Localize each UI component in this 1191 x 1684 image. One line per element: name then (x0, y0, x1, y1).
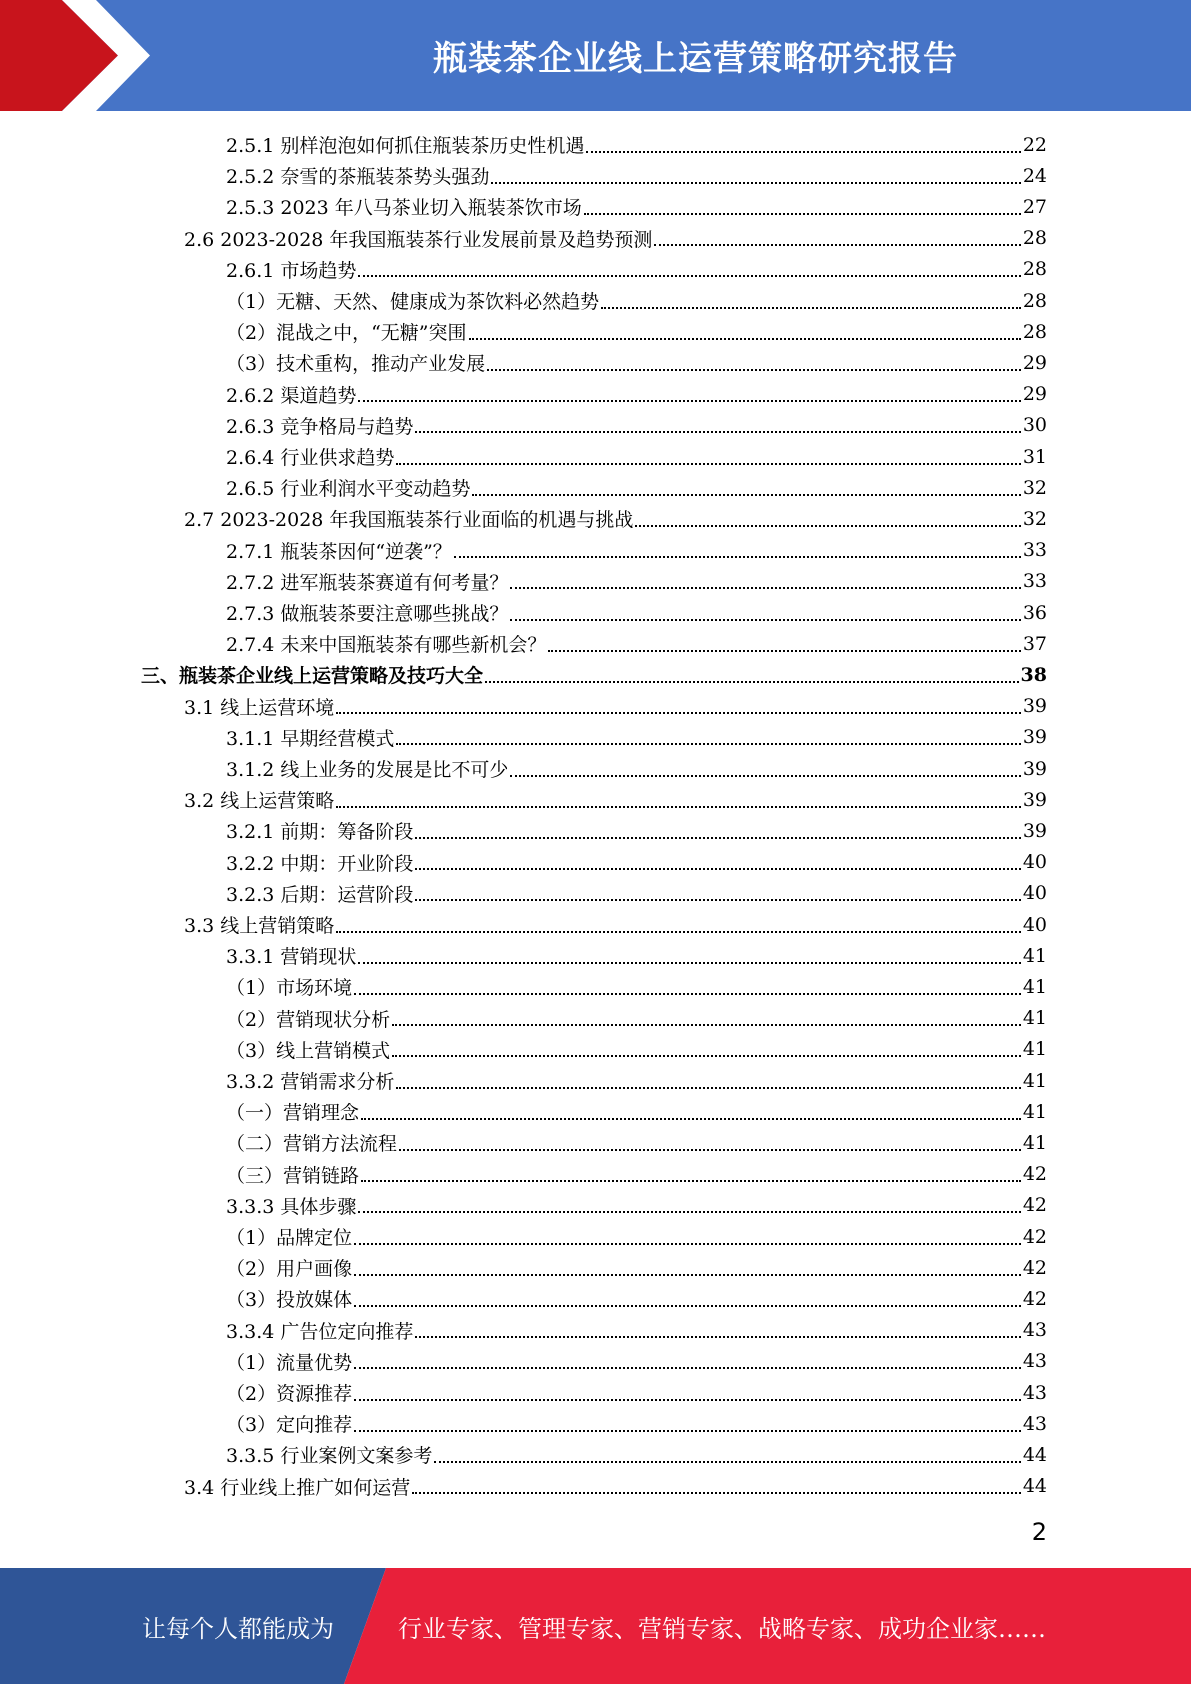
toc-entry-page: 32 (1022, 476, 1047, 499)
toc-dot-leader (510, 775, 1020, 777)
toc-dot-leader (361, 1180, 1021, 1182)
toc-entry-page: 29 (1022, 351, 1047, 374)
toc-entry-page: 39 (1022, 819, 1047, 842)
toc-entry[interactable] (226, 441, 1047, 472)
toc-entry-page: 38 (1020, 663, 1047, 686)
toc-dot-leader (635, 525, 1020, 527)
toc-dot-leader (396, 743, 1020, 745)
toc-entry-page: 42 (1022, 1163, 1047, 1186)
toc-entry-page: 36 (1022, 601, 1047, 624)
toc-entry-page: 31 (1022, 445, 1047, 468)
toc-entry-title: （3）线上营销模式 (226, 1039, 391, 1062)
toc-entry[interactable] (226, 1065, 1047, 1096)
toc-entry-page: 43 (1022, 1381, 1047, 1404)
toc-entry[interactable] (226, 1377, 1047, 1408)
toc-entry[interactable] (226, 1127, 1047, 1158)
toc-entry[interactable] (226, 1096, 1047, 1127)
toc-dot-leader (396, 463, 1020, 465)
toc-entry-title: 3.3.2 营销需求分析 (226, 1071, 395, 1093)
toc-entry[interactable] (226, 1159, 1047, 1190)
toc-entry-page: 30 (1022, 414, 1047, 437)
toc-entry[interactable] (226, 940, 1047, 971)
toc-entry-title: 2.5.1 别样泡泡如何抓住瓶装茶历史性机遇 (226, 135, 585, 157)
toc-entry[interactable] (226, 1252, 1047, 1283)
toc-entry-title: 2.7.3 做瓶装茶要注意哪些挑战？ (226, 603, 509, 625)
toc-dot-leader (415, 899, 1020, 901)
toc-entry-page: 41 (1022, 1038, 1047, 1061)
toc-dot-leader (485, 681, 1019, 683)
toc-entry[interactable] (184, 909, 1047, 940)
toc-entry[interactable] (226, 191, 1047, 222)
toc-entry-title: 2.5.3 2023 年八马茶业切入瓶装茶饮市场 (226, 197, 582, 220)
toc-entry[interactable] (226, 1190, 1047, 1221)
toc-entry[interactable] (226, 815, 1047, 846)
toc-entry[interactable] (141, 659, 1047, 690)
toc-entry-title: （1）市场环境 (226, 977, 353, 1000)
toc-dot-leader (336, 806, 1021, 808)
toc-dot-leader (392, 1055, 1021, 1057)
toc-dot-leader (354, 993, 1021, 995)
toc-entry-title: 2.5.2 奈雪的茶瓶装茶势头强劲 (226, 166, 490, 189)
toc-entry[interactable] (226, 535, 1047, 566)
toc-entry-page: 33 (1022, 539, 1047, 562)
toc-dot-leader (336, 931, 1021, 933)
toc-entry-page: 42 (1022, 1194, 1047, 1217)
toc-entry[interactable] (226, 1408, 1047, 1439)
toc-entry[interactable] (184, 691, 1047, 722)
toc-entry-page: 42 (1022, 1287, 1047, 1310)
toc-entry-page: 32 (1022, 507, 1047, 530)
toc-dot-leader (584, 213, 1021, 215)
toc-entry-page: 42 (1022, 1225, 1047, 1248)
toc-entry[interactable] (226, 1034, 1047, 1065)
toc-entry-title: 2.6.5 行业利润水平变动趋势 (226, 478, 471, 501)
toc-entry-title: 2.7 2023-2028 年我国瓶装茶行业面临的机遇与挑战 (184, 509, 634, 532)
toc-entry[interactable] (226, 1003, 1047, 1034)
toc-entry[interactable] (226, 753, 1047, 784)
toc-entry-title: 3.2.3 后期：运营阶段 (226, 883, 414, 906)
toc-entry-title: 3.3.3 具体步骤 (226, 1195, 357, 1218)
toc-dot-leader (358, 1211, 1020, 1213)
toc-dot-leader (392, 1024, 1021, 1026)
toc-entry-page: 40 (1022, 913, 1047, 936)
toc-entry[interactable] (226, 628, 1047, 659)
toc-entry-title: 三、瓶装茶企业线上运营策略及技巧大全 (141, 665, 484, 688)
toc-dot-leader (354, 1367, 1021, 1369)
toc-entry-title: 3.2.1 前期：筹备阶段 (226, 821, 414, 844)
toc-dot-leader (491, 182, 1020, 184)
toc-entry[interactable] (226, 1439, 1047, 1470)
toc-entry-page: 44 (1022, 1443, 1047, 1466)
toc-entry-title: （1）无糖、天然、健康成为茶饮料必然趋势 (226, 291, 600, 313)
toc-entry-title: （3）投放媒体 (226, 1289, 353, 1312)
toc-entry[interactable] (184, 1471, 1047, 1502)
toc-entry-title: 3.3.4 广告位定向推荐 (226, 1320, 414, 1343)
toc-entry[interactable] (226, 410, 1047, 441)
toc-entry-title: （1）流量优势 (226, 1351, 353, 1374)
toc-entry-title: 2.6.3 竞争格局与趋势 (226, 415, 414, 438)
toc-entry-page: 41 (1022, 1100, 1047, 1123)
toc-entry-page: 41 (1022, 944, 1047, 967)
toc-entry-page: 41 (1022, 975, 1047, 998)
toc-entry-page: 39 (1022, 757, 1047, 780)
toc-entry-page: 22 (1022, 133, 1047, 156)
toc-dot-leader (469, 338, 1021, 340)
toc-entry-page: 40 (1022, 851, 1047, 874)
toc-entry[interactable] (226, 722, 1047, 753)
toc-entry[interactable] (184, 784, 1047, 815)
toc-dot-leader (354, 1305, 1021, 1307)
toc-dot-leader (336, 712, 1021, 714)
header-arrow-decoration (0, 0, 150, 111)
toc-entry-page: 28 (1022, 320, 1047, 343)
toc-entry[interactable] (226, 347, 1047, 378)
toc-entry-title: 2.6.1 市场趋势 (226, 259, 357, 282)
toc-entry-title: 3.4 行业线上推广如何运营 (184, 1476, 411, 1499)
toc-entry-page: 29 (1022, 383, 1047, 406)
toc-dot-leader (472, 494, 1020, 496)
report-title: 瓶装茶企业线上运营策略研究报告 (433, 39, 958, 79)
toc-dot-leader (510, 587, 1020, 589)
toc-entry-page: 44 (1022, 1475, 1047, 1498)
toc-entry-title: 2.7.4 未来中国瓶装茶有哪些新机会？ (226, 634, 547, 657)
toc-entry-title: （2）混战之中，“无糖”突围 (226, 322, 467, 345)
toc-dot-leader (415, 1336, 1020, 1338)
toc-dot-leader (358, 962, 1020, 964)
toc-entry-page: 28 (1022, 258, 1047, 281)
toc-dot-leader (354, 1274, 1021, 1276)
toc-dot-leader (510, 619, 1020, 621)
toc-entry-page: 43 (1022, 1319, 1047, 1342)
toc-entry-page: 41 (1022, 1069, 1047, 1092)
footer-slogan-left: 让每个人都能成为 (142, 1614, 334, 1643)
toc-entry-title: 3.3.5 行业案例文案参考 (226, 1445, 433, 1468)
toc-entry-page: 41 (1022, 1131, 1047, 1154)
toc-dot-leader (412, 1492, 1021, 1494)
toc-entry-page: 39 (1022, 726, 1047, 749)
toc-entry-title: （三）营销链路 (226, 1164, 360, 1187)
toc-entry-title: 3.1.2 线上业务的发展是比不可少 (226, 759, 509, 781)
toc-dot-leader (415, 868, 1020, 870)
toc-dot-leader (354, 1399, 1021, 1401)
toc-entry[interactable] (184, 503, 1047, 534)
footer-slogan-right: 行业专家、管理专家、营销专家、战略专家、成功企业家…… (398, 1614, 1046, 1643)
toc-entry[interactable] (226, 129, 1047, 160)
page-header (0, 0, 1191, 111)
toc-entry-title: （2）资源推荐 (226, 1383, 353, 1405)
toc-entry-page: 40 (1022, 882, 1047, 905)
toc-entry[interactable] (226, 847, 1047, 878)
toc-dot-leader (434, 1461, 1020, 1463)
toc-entry[interactable] (226, 1346, 1047, 1377)
toc-dot-leader (586, 151, 1020, 153)
toc-dot-leader (358, 400, 1020, 402)
toc-entry-title: 3.2.2 中期：开业阶段 (226, 852, 414, 875)
toc-entry-title: 3.3 线上营销策略 (184, 915, 335, 937)
toc-entry-page: 37 (1022, 632, 1047, 655)
toc-entry[interactable] (226, 971, 1047, 1002)
toc-entry-title: （二）营销方法流程 (226, 1133, 398, 1156)
toc-entry-title: 3.1 线上运营环境 (184, 696, 335, 719)
toc-entry[interactable] (226, 160, 1047, 191)
toc-entry-title: （2）用户画像 (226, 1258, 353, 1281)
toc-entry-title: （2）营销现状分析 (226, 1008, 391, 1031)
toc-entry-page: 28 (1022, 227, 1047, 250)
toc-entry-page: 28 (1022, 289, 1047, 312)
toc-entry-title: （1）品牌定位 (226, 1227, 353, 1249)
toc-dot-leader (415, 431, 1020, 433)
toc-entry-page: 41 (1022, 1007, 1047, 1030)
toc-entry-page: 39 (1022, 788, 1047, 811)
toc-entry-title: 3.2 线上运营策略 (184, 790, 335, 813)
toc-entry-page: 42 (1022, 1256, 1047, 1279)
toc-entry-title: 2.6 2023-2028 年我国瓶装茶行业发展前景及趋势预测 (184, 228, 653, 251)
toc-entry-page: 43 (1022, 1350, 1047, 1373)
toc-entry[interactable] (226, 566, 1047, 597)
toc-dot-leader (654, 244, 1020, 246)
page-footer (0, 1568, 1191, 1684)
toc-entry-title: 3.3.1 营销现状 (226, 946, 357, 969)
toc-entry[interactable] (184, 223, 1047, 254)
toc-entry[interactable] (226, 254, 1047, 285)
toc-entry-title: （3）技术重构，推动产业发展 (226, 353, 486, 376)
toc-entry[interactable] (226, 878, 1047, 909)
toc-entry[interactable] (226, 1283, 1047, 1314)
toc-entry[interactable] (226, 285, 1047, 316)
toc-entry-page: 39 (1022, 695, 1047, 718)
toc-dot-leader (548, 650, 1020, 652)
toc-dot-leader (358, 275, 1020, 277)
toc-entry[interactable] (226, 472, 1047, 503)
toc-entry-title: 2.7.1 瓶装茶因何“逆袭”？ (226, 540, 452, 563)
toc-entry-page: 24 (1022, 164, 1047, 187)
toc-dot-leader (487, 369, 1021, 371)
toc-entry-title: 3.1.1 早期经营模式 (226, 727, 395, 750)
toc-entry[interactable] (226, 1315, 1047, 1346)
toc-dot-leader (415, 837, 1020, 839)
toc-entry[interactable] (226, 379, 1047, 410)
toc-entry-page: 33 (1022, 570, 1047, 593)
toc-entry-title: 2.6.4 行业供求趋势 (226, 447, 395, 469)
page-number: 2 (1031, 1518, 1047, 1546)
toc-entry-title: （一）营销理念 (226, 1102, 360, 1125)
toc-dot-leader (354, 1430, 1021, 1432)
toc-dot-leader (361, 1118, 1021, 1120)
toc-entry-page: 27 (1022, 195, 1047, 218)
toc-entry-title: （3）定向推荐 (226, 1414, 353, 1437)
toc-entry[interactable] (226, 316, 1047, 347)
toc-dot-leader (354, 1243, 1021, 1245)
toc-entry[interactable] (226, 597, 1047, 628)
toc-entry-title: 2.6.2 渠道趋势 (226, 384, 357, 407)
toc-dot-leader (396, 1087, 1020, 1089)
toc-dot-leader (399, 1149, 1021, 1151)
toc-entry-title: 2.7.2 进军瓶装茶赛道有何考量？ (226, 571, 509, 594)
toc-entry-page: 43 (1022, 1412, 1047, 1435)
toc-dot-leader (454, 556, 1021, 558)
toc-entry[interactable] (226, 1221, 1047, 1252)
toc-dot-leader (601, 307, 1021, 309)
